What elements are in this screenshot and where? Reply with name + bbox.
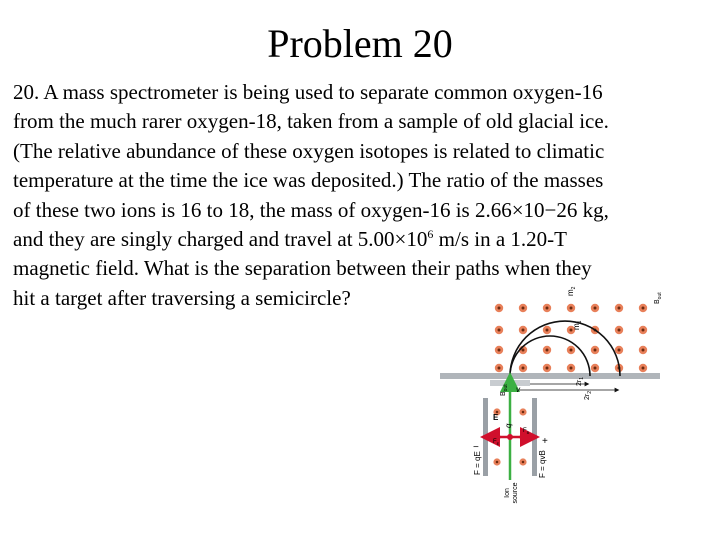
positive-plate	[532, 398, 537, 476]
field-dot-center	[618, 307, 621, 310]
velocity-label: v	[516, 385, 520, 394]
field-dot-center	[498, 349, 501, 352]
ion-source-label-2: source	[512, 482, 519, 504]
problem-line-5: of these two ions is 16 to 18, the mass of oxygen-16 is 2.66×10−26 kg,	[13, 197, 609, 222]
field-dot-center	[594, 307, 597, 310]
field-dot-center	[546, 329, 549, 332]
line-6-start: and they are singly charged and travel at 5.00×10	[13, 227, 428, 252]
field-dot-center	[618, 349, 621, 352]
field-dot-center	[642, 367, 645, 370]
field-dot-center	[522, 307, 525, 310]
problem-line-1: 20. A mass spectrometer is being used to separate common oxygen-16	[13, 80, 603, 104]
magnetic-field-dots	[495, 304, 647, 372]
two-r2-label: $2r_2$	[584, 390, 593, 400]
field-dot-center	[570, 367, 573, 370]
field-dot-center	[594, 349, 597, 352]
page-title: Problem 20	[267, 21, 453, 66]
electric-force-label: F = qE	[473, 451, 482, 475]
problem-line-2: from the much rarer oxygen-18, taken from a sample of old glacial ice.	[13, 109, 609, 134]
field-dot-center	[522, 411, 525, 414]
line-6-end: m/s in a 1.20-T	[433, 227, 567, 252]
minus-sign: −	[473, 442, 479, 453]
problem-line-8: hit a target after traversing a semicircle?	[13, 285, 351, 310]
field-dot-center	[546, 307, 549, 310]
problem-line-7: magnetic field. What is the separation between their paths when they	[13, 256, 592, 281]
ion-charge	[507, 434, 513, 440]
plus-sign: +	[542, 436, 548, 447]
b-out-label-top: $B_{out}$	[654, 292, 663, 304]
m2-label: $m_2$	[566, 286, 577, 296]
negative-plate	[483, 398, 488, 476]
problem-line-4: temperature at the time the ice was deposited.) The ratio of the masses	[13, 168, 604, 193]
field-dot-center	[522, 367, 525, 370]
field-dot-center	[618, 329, 621, 332]
problem-text	[13, 78, 713, 313]
field-dot-center	[522, 329, 525, 332]
exponent: 6	[427, 227, 434, 242]
field-e-label: E	[493, 413, 499, 422]
field-dot-center	[570, 307, 573, 310]
target-plate	[440, 373, 660, 379]
m1-label: $m_1$	[572, 320, 583, 330]
ion-source-label-1: Ion	[504, 488, 511, 498]
field-dot-center	[522, 349, 525, 352]
field-dot-center	[546, 367, 549, 370]
b-out-label-left: $B_{out}$	[500, 384, 509, 396]
field-dot-center	[498, 329, 501, 332]
field-dot-center	[642, 349, 645, 352]
charge-label: q	[504, 423, 513, 428]
field-dot-center	[496, 461, 499, 464]
field-dot-center	[642, 329, 645, 332]
field-dot-center	[642, 307, 645, 310]
problem-line-3: (The relative abundance of these oxygen isotopes is related to climatic	[13, 138, 605, 163]
fe-arrow-label: $F_E$	[493, 439, 500, 446]
field-dot-center	[498, 367, 501, 370]
field-dot-center	[498, 307, 501, 310]
magnetic-force-label: F = qvB	[538, 450, 547, 478]
problem-line-6	[13, 225, 713, 254]
two-r1-label: $2r_1$	[576, 376, 585, 386]
field-dot-center	[546, 349, 549, 352]
field-dot-center	[522, 461, 525, 464]
spectrometer-diagram	[435, 280, 665, 510]
field-dot-center	[594, 367, 597, 370]
field-dot-center	[570, 349, 573, 352]
mass-spectrometer-figure	[435, 280, 665, 510]
fb-arrow-label: $F_B$	[523, 428, 530, 435]
